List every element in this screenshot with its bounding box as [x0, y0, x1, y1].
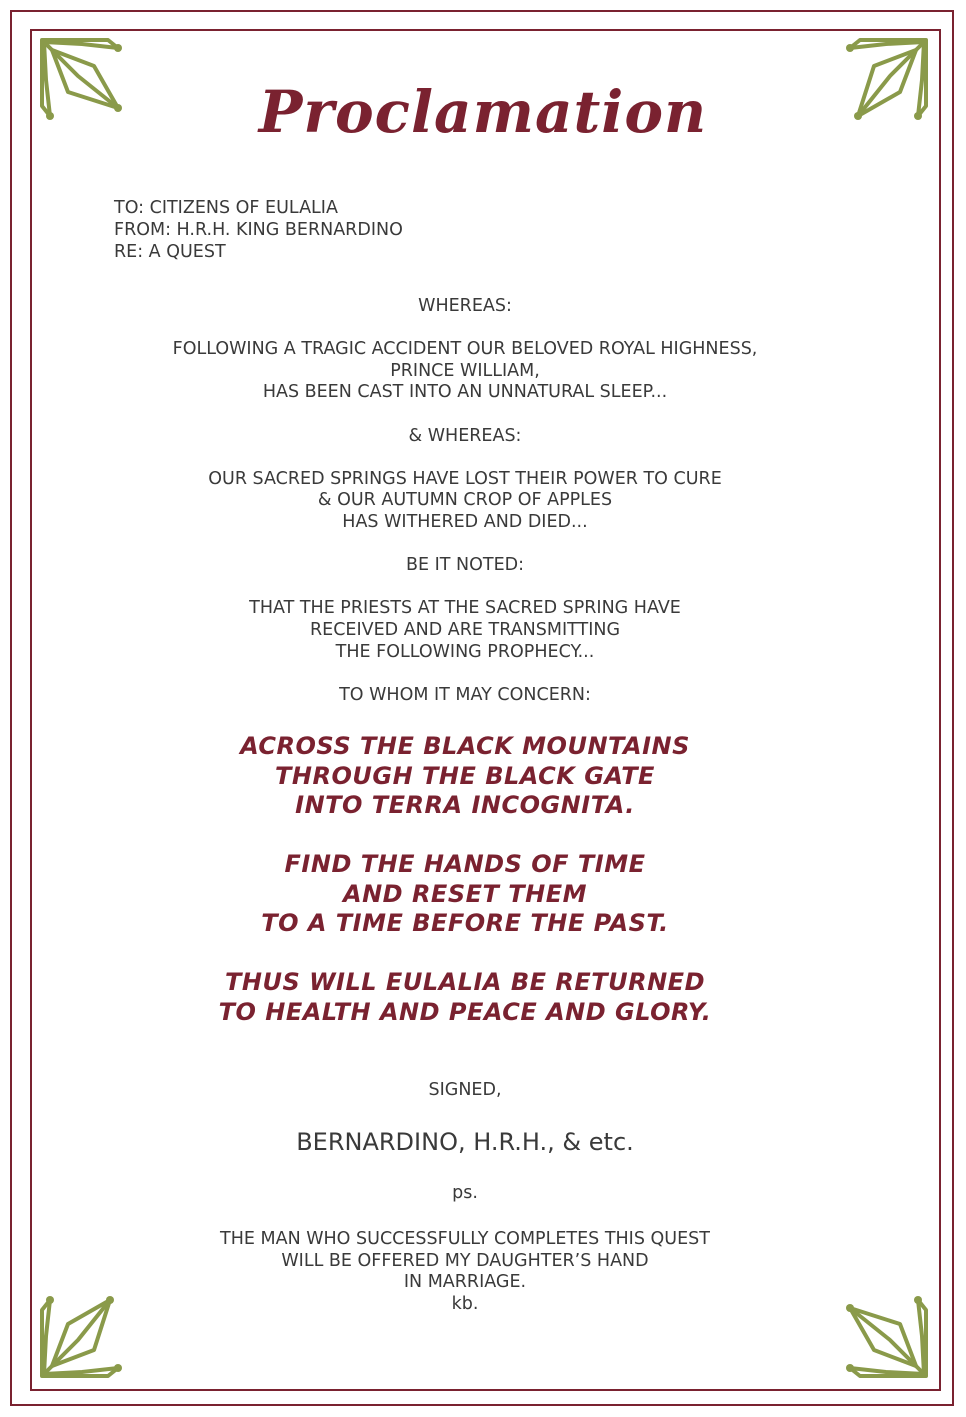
body-line: THAT THE PRIESTS AT THE SACRED SPRING HAVE: [249, 598, 681, 619]
memo-re: RE: A QUEST: [114, 242, 226, 262]
to-whom-heading: TO WHOM IT MAY CONCERN:: [339, 684, 591, 705]
body-line: RECEIVED AND ARE TRANSMITTING: [309, 619, 621, 640]
signature: BERNARDINO, H.R.H., & etc.: [296, 1128, 634, 1156]
memo-to: TO: CITIZENS OF EULALIA: [114, 198, 338, 218]
body-line: HAS BEEN CAST INTO AN UNNATURAL SLEEP...: [262, 382, 668, 403]
memo-header: [114, 197, 403, 263]
postscript-line: kb.: [451, 1293, 479, 1314]
proclamation-body: [0, 296, 930, 706]
body-line: THE FOLLOWING PROPHECY...: [335, 641, 595, 662]
prophecy: [0, 732, 930, 1027]
page-title: Proclamation: [258, 78, 708, 146]
postscript: [0, 1229, 930, 1315]
prophecy-line: AND RESET THEM: [343, 879, 587, 908]
noted-heading: BE IT NOTED:: [405, 555, 525, 576]
postscript-line: WILL BE OFFERED MY DAUGHTER’S HAND: [281, 1250, 649, 1271]
body-line: OUR SACRED SPRINGS HAVE LOST THEIR POWER TO CURE: [208, 468, 722, 489]
body-line: PRINCE WILLIAM,: [390, 360, 540, 381]
prophecy-line: ACROSS THE BLACK MOUNTAINS: [240, 732, 690, 760]
postscript-line: IN MARRIAGE.: [403, 1272, 527, 1293]
signed-label: SIGNED,: [428, 1080, 502, 1100]
whereas-heading: & WHEREAS:: [408, 425, 522, 446]
memo-from: FROM: H.R.H. KING BERNARDINO: [114, 220, 403, 240]
body-line: & OUR AUTUMN CROP OF APPLES: [317, 490, 613, 511]
body-line: FOLLOWING A TRAGIC ACCIDENT OUR BELOVED ROYAL HIGHNESS,: [172, 339, 758, 360]
prophecy-line: TO HEALTH AND PEACE AND GLORY.: [218, 997, 712, 1026]
prophecy-line: FIND THE HANDS OF TIME: [284, 850, 646, 878]
prophecy-line: THUS WILL EULALIA BE RETURNED: [225, 968, 705, 996]
body-line: HAS WITHERED AND DIED...: [342, 511, 588, 532]
whereas-heading: WHEREAS:: [418, 296, 512, 316]
prophecy-line: INTO TERRA INCOGNITA.: [295, 791, 635, 819]
postscript-line: THE MAN WHO SUCCESSFULLY COMPLETES THIS QUEST: [220, 1229, 710, 1249]
prophecy-line: TO A TIME BEFORE THE PAST.: [261, 909, 669, 937]
prophecy-line: THROUGH THE BLACK GATE: [275, 761, 655, 790]
ps-label: ps.: [452, 1183, 478, 1203]
